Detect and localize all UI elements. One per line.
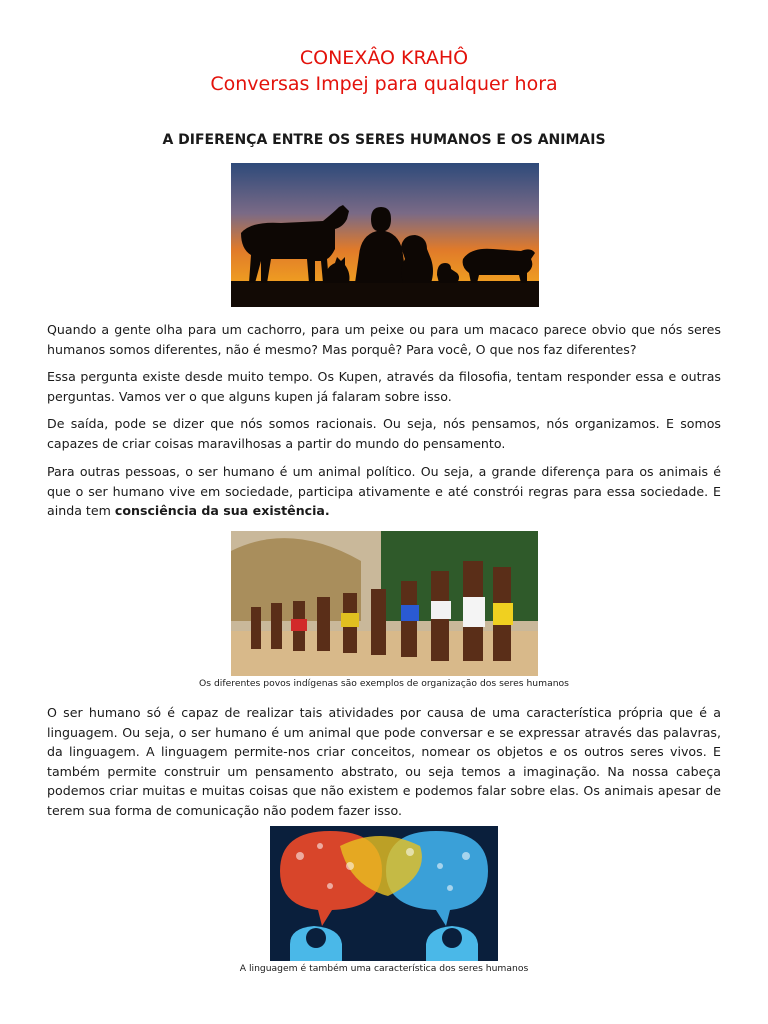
paragraph-4-bold: consciência da sua existência. <box>114 503 330 519</box>
paragraph-5: O ser humano só é capaz de realizar tais atividades por causa de uma característica própria que é a linguagem. Ou seja, o ser humano é um animal que pode conversar e se expressar através das palavras, da linguagem. A linguagem permite-nos criar conceitos, nomear os objetos e os outros seres vivos. E também permite construir um pensamento abstrato, ou seja temos a imaginação. Na nossa cabeça podemos criar muitas e muitas coisas que não existem e podemos falar sobre elas. Os animais apesar de terem sua forma de comunicação não podem fazer isso. <box>47 705 721 818</box>
caption-language: A linguagem é também uma característica dos seres humanos <box>239 963 529 974</box>
animals-silhouette-image <box>231 163 539 307</box>
article-title: A DIFERENÇA ENTRE OS SERES HUMANOS E OS ANIMAIS <box>162 132 606 148</box>
caption-people: Os diferentes povos indígenas são exemplos de organização dos seres humanos <box>199 678 569 689</box>
header-line-2: Conversas Impej para qualquer hora <box>210 73 558 95</box>
paragraph-1: Quando a gente olha para um cachorro, para um peixe ou para um macaco parece obvio que nós seres humanos somos diferentes, não é mesmo? Mas porquê? Para você, O que nos faz diferentes? <box>47 322 721 357</box>
paragraph-3: De saída, pode se dizer que nós somos racionais. Ou seja, nós pensamos, nós organizamos. E somos capazes de criar coisas maravilhosas a partir do mundo do pensamento. <box>47 416 721 451</box>
header-line-1: CONEXÂO KRAHÔ <box>299 47 469 69</box>
paragraph-4 <box>47 462 721 521</box>
language-illustration-image <box>270 826 498 961</box>
paragraph-2: Essa pergunta existe desde muito tempo. Os Kupen, através da filosofia, tentam responder essa e outras perguntas. Vamos ver o que alguns kupen já falaram sobre isso. <box>47 369 721 404</box>
indigenous-people-image <box>231 531 538 676</box>
paragraph-4-text: Para outras pessoas, o ser humano é um animal político. Ou seja, a grande diferença para os animais é que o ser humano vive em sociedade, participa ativamente e até constrói regras para essa sociedade. E ainda tem <box>47 464 721 519</box>
